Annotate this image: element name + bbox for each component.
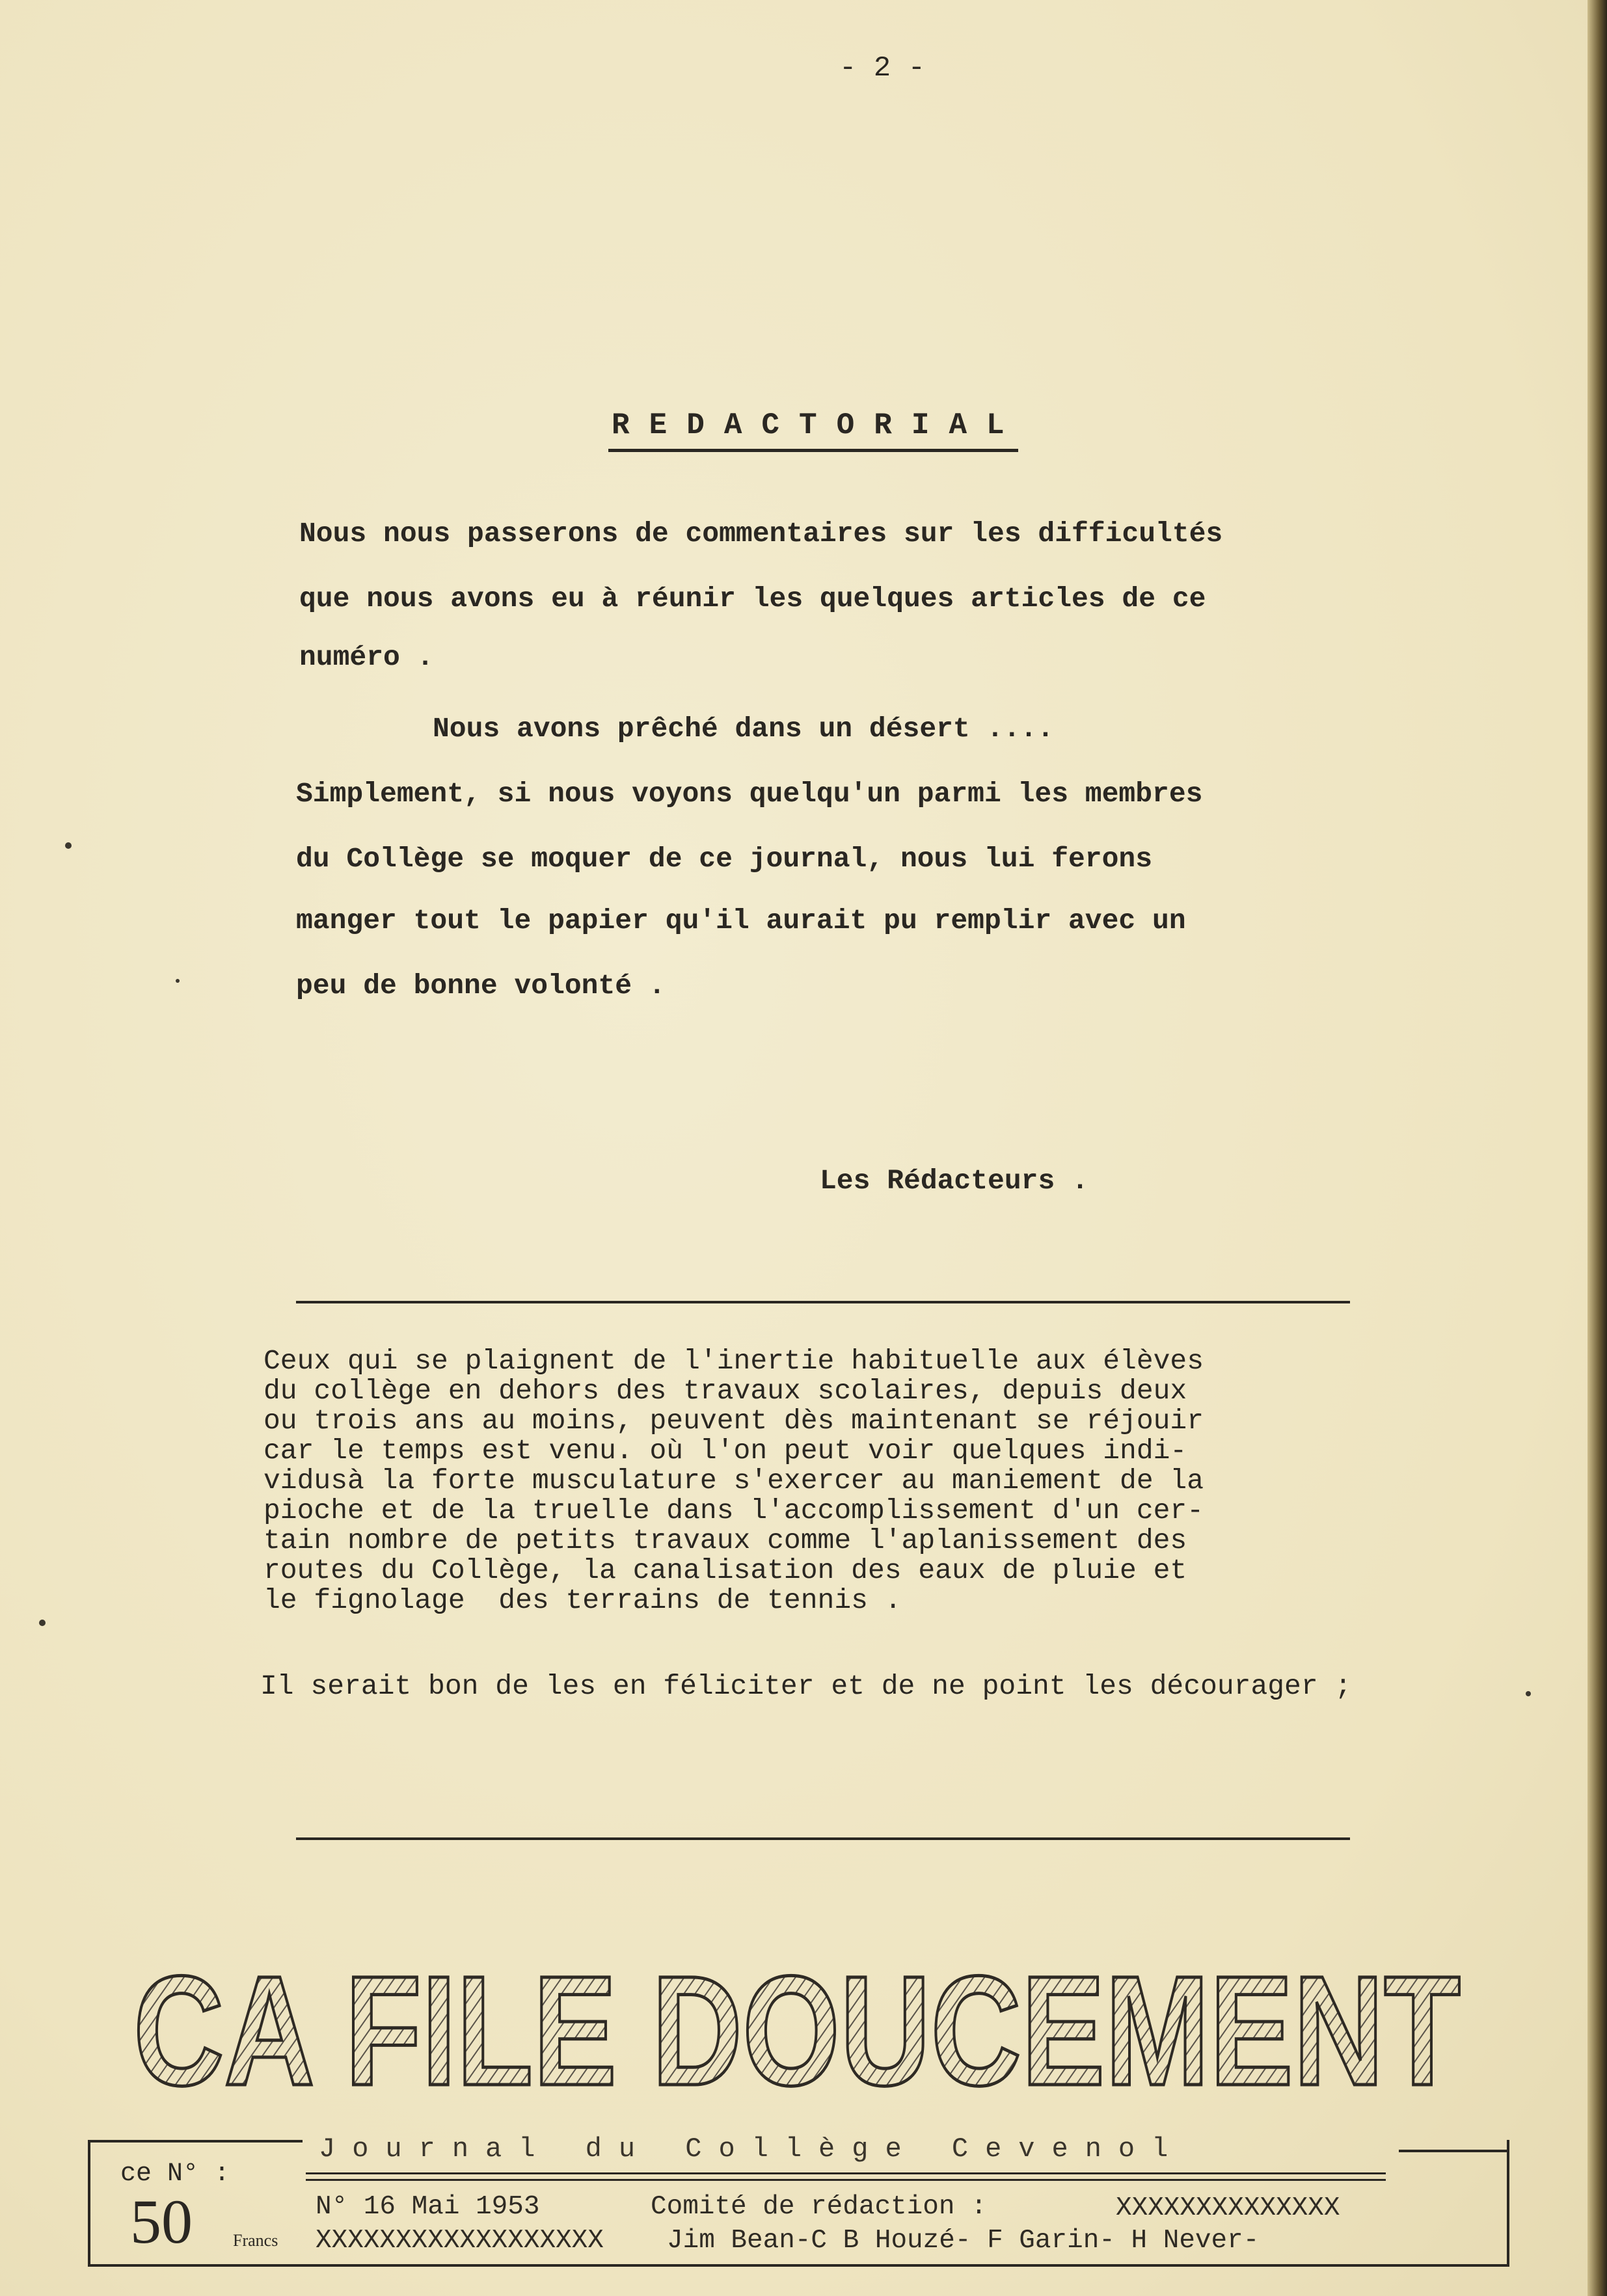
editorial-line: manger tout le papier qu'il aurait pu remplir avec un — [296, 905, 1186, 937]
section-divider — [296, 1301, 1350, 1303]
masthead-logo — [130, 1958, 1464, 2101]
editorial-line: peu de bonne volonté . — [296, 970, 666, 1002]
editorial-line: Simplement, si nous voyons quelqu'un parmi les membres — [296, 778, 1203, 810]
paper-speck — [39, 1620, 46, 1626]
editorial-line: Nous avons prêché dans un désert .... — [433, 713, 1054, 745]
notice-closing: Il serait bon de les en féliciter et de ne point les décourager ; — [260, 1670, 1352, 1702]
notice-line: le fignolage des terrains de tennis . — [263, 1584, 902, 1616]
paper-edge-shadow — [1587, 0, 1607, 2296]
price-label: ce N° : — [120, 2159, 230, 2189]
notice-line: vidusà la forte musculature s'exercer au maniement de la — [263, 1465, 1204, 1497]
masthead-title: CA FILE DOUCEMENT — [133, 1958, 1461, 2101]
committee-names: Jim Bean-C B Houzé- F Garin- H Never- — [667, 2226, 1260, 2256]
editorial-line: numéro . — [299, 641, 434, 673]
price-currency: Francs — [233, 2231, 278, 2250]
editorial-line: que nous avons eu à réunir les quelques articles de ce — [299, 583, 1206, 615]
title-underline — [608, 449, 1018, 452]
section-divider — [296, 1837, 1350, 1840]
notice-line: car le temps est venu. où l'on peut voir quelques indi- — [263, 1435, 1187, 1467]
strikeout-text: XXXXXXXXXXXXXXXXXX — [316, 2226, 604, 2256]
editorial-line: Nous nous passerons de commentaires sur les difficultés — [299, 518, 1223, 550]
notice-line: tain nombre de petits travaux comme l'aplanissement des — [263, 1525, 1187, 1556]
strikeout-text: XXXXXXXXXXXXXX — [1116, 2193, 1340, 2223]
double-rule — [306, 2172, 1386, 2174]
notice-line: pioche et de la truelle dans l'accomplissement d'un cer- — [263, 1495, 1204, 1527]
editorial-signature: Les Rédacteurs . — [820, 1165, 1088, 1197]
double-rule — [306, 2179, 1386, 2181]
committee-label: Comité de rédaction : — [651, 2192, 987, 2222]
notice-line: Ceux qui se plaignent de l'inertie habituelle aux élèves — [263, 1345, 1204, 1377]
page-number: - 2 - — [839, 52, 926, 85]
paper-speck — [1526, 1691, 1531, 1696]
editorial-line: du Collège se moquer de ce journal, nous lui ferons — [296, 843, 1153, 875]
price-value: 50 — [130, 2187, 193, 2256]
masthead-subtitle: Journal du Collège Cevenol — [319, 2133, 1185, 2165]
paper-speck — [65, 842, 72, 849]
paper-speck — [176, 979, 180, 983]
editorial-title: REDACTORIAL — [612, 408, 1024, 442]
notice-line: ou trois ans au moins, peuvent dès maintenant se réjouir — [263, 1405, 1204, 1437]
notice-line: du collège en dehors des travaux scolaires, depuis deux — [263, 1375, 1187, 1407]
notice-line: routes du Collège, la canalisation des eaux de pluie et — [263, 1555, 1187, 1586]
issue-info: N° 16 Mai 1953 — [316, 2192, 540, 2222]
